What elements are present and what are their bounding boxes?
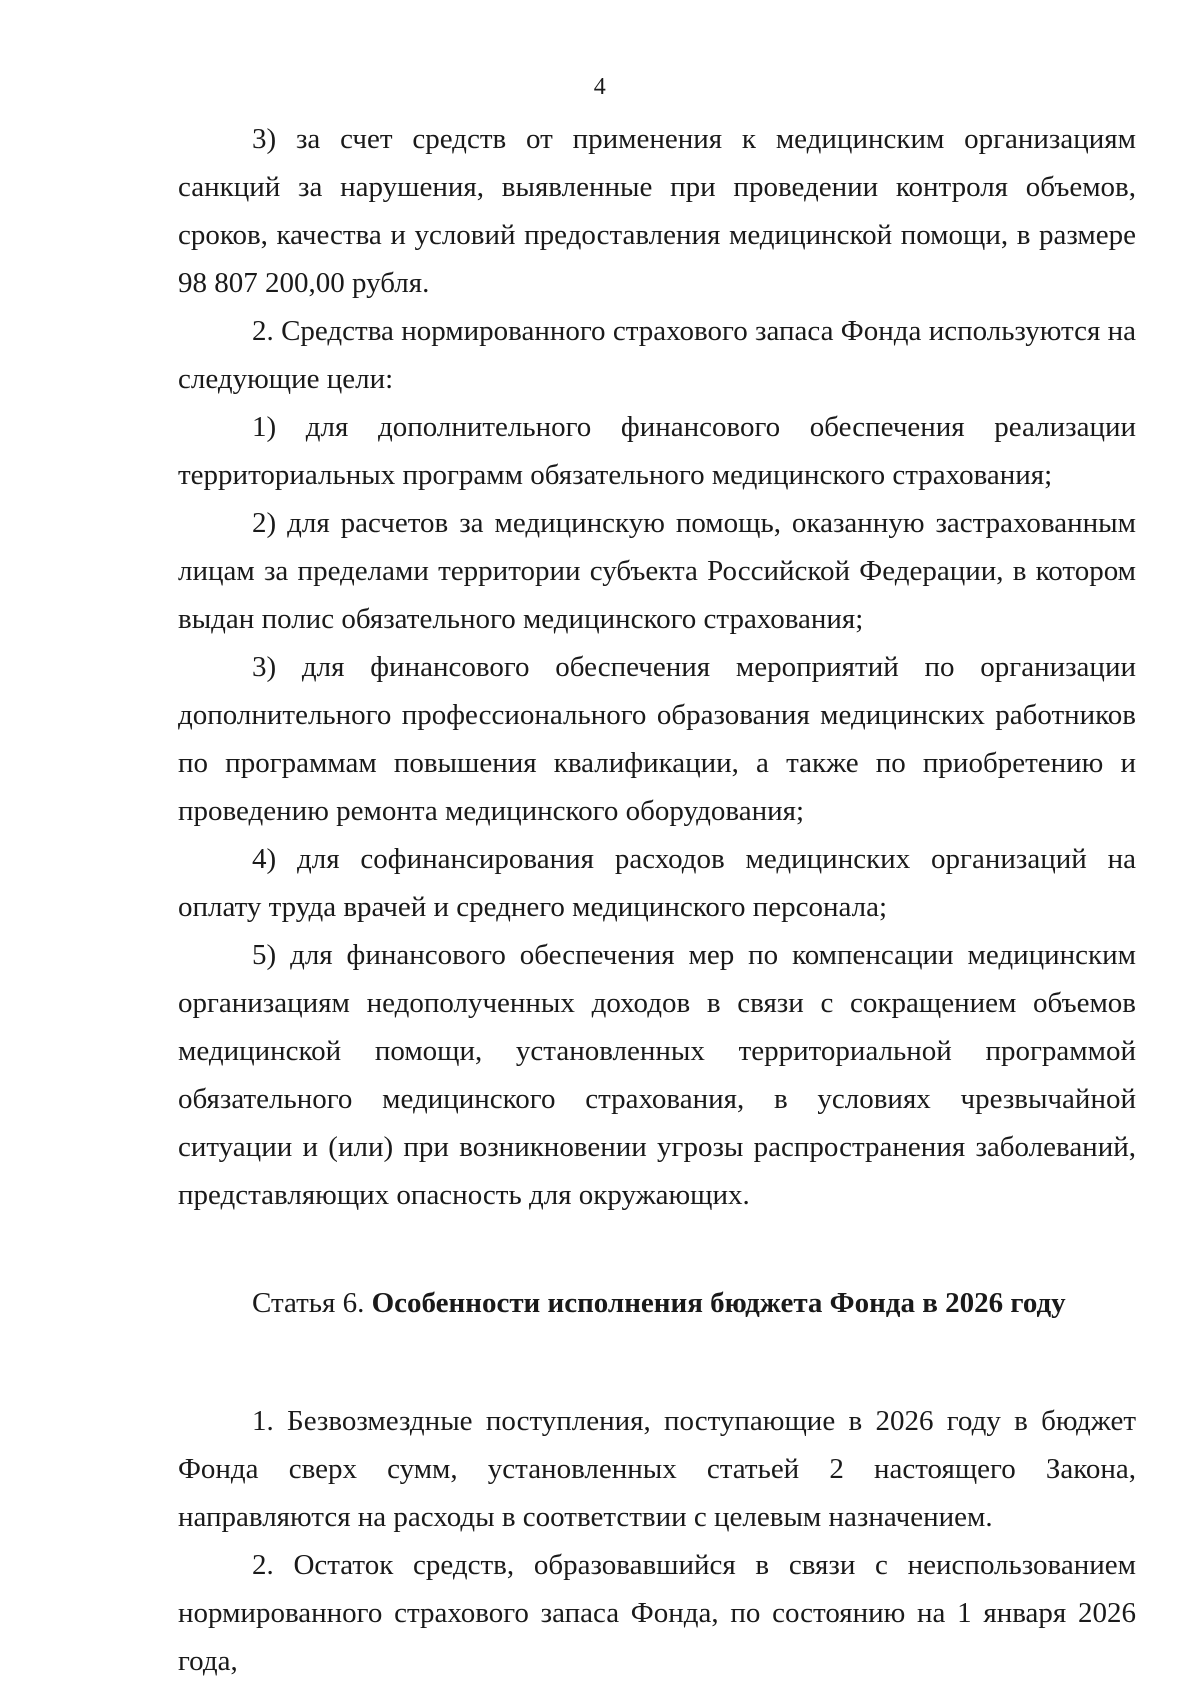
- paragraph: 5) для финансового обеспечения мер по компенсации медицинским организациям недополученных доходов в связи с сокращением объемов медицинской помощи, установленных территориальной программой обязательного медицинского страхования, в условиях чрезвычайной ситуации и (или) при возникновении угрозы распространения заболеваний, представляющих опасность для окружающих.: [178, 939, 1136, 1211]
- paragraph: 2. Остаток средств, образовавшийся в связи с неиспользованием нормированного страхового запаса Фонда, по состоянию на 1 января 2026 года,: [178, 1549, 1136, 1677]
- article-label: Статья 6.: [252, 1287, 365, 1319]
- article-title: Особенности исполнения бюджета Фонда в 2026 году: [371, 1287, 1066, 1319]
- paragraph: 2. Средства нормированного страхового запаса Фонда используются на следующие цели:: [178, 315, 1136, 395]
- paragraph: 3) за счет средств от применения к медицинским организациям санкций за нарушения, выявленные при проведении контроля объемов, сроков, качества и условий предоставления медицинской помощи, в размере 98 807 200,00 рубля.: [178, 123, 1136, 299]
- paragraph: 3) для финансового обеспечения мероприятий по организации дополнительного профессионального образования медицинских работников по программам повышения квалификации, а также по приобретению и проведению ремонта медицинского оборудования;: [178, 651, 1136, 827]
- paragraph: 2) для расчетов за медицинскую помощь, оказанную застрахованным лицам за пределами территории субъекта Российской Федерации, в котором выдан полис обязательного медицинского страхования;: [178, 507, 1136, 635]
- page-number: 4: [593, 74, 607, 100]
- document-body: [178, 115, 1136, 1685]
- paragraph: 4) для софинансирования расходов медицинских организаций на оплату труда врачей и среднего медицинского персонала;: [178, 843, 1136, 923]
- paragraph: 1) для дополнительного финансового обеспечения реализации территориальных программ обязательного медицинского страхования;: [178, 411, 1136, 491]
- article-heading: [178, 1279, 1136, 1327]
- paragraph: 1. Безвозмездные поступления, поступающие в 2026 году в бюджет Фонда сверх сумм, установленных статьей 2 настоящего Закона, направляются на расходы в соответствии с целевым назначением.: [178, 1405, 1136, 1533]
